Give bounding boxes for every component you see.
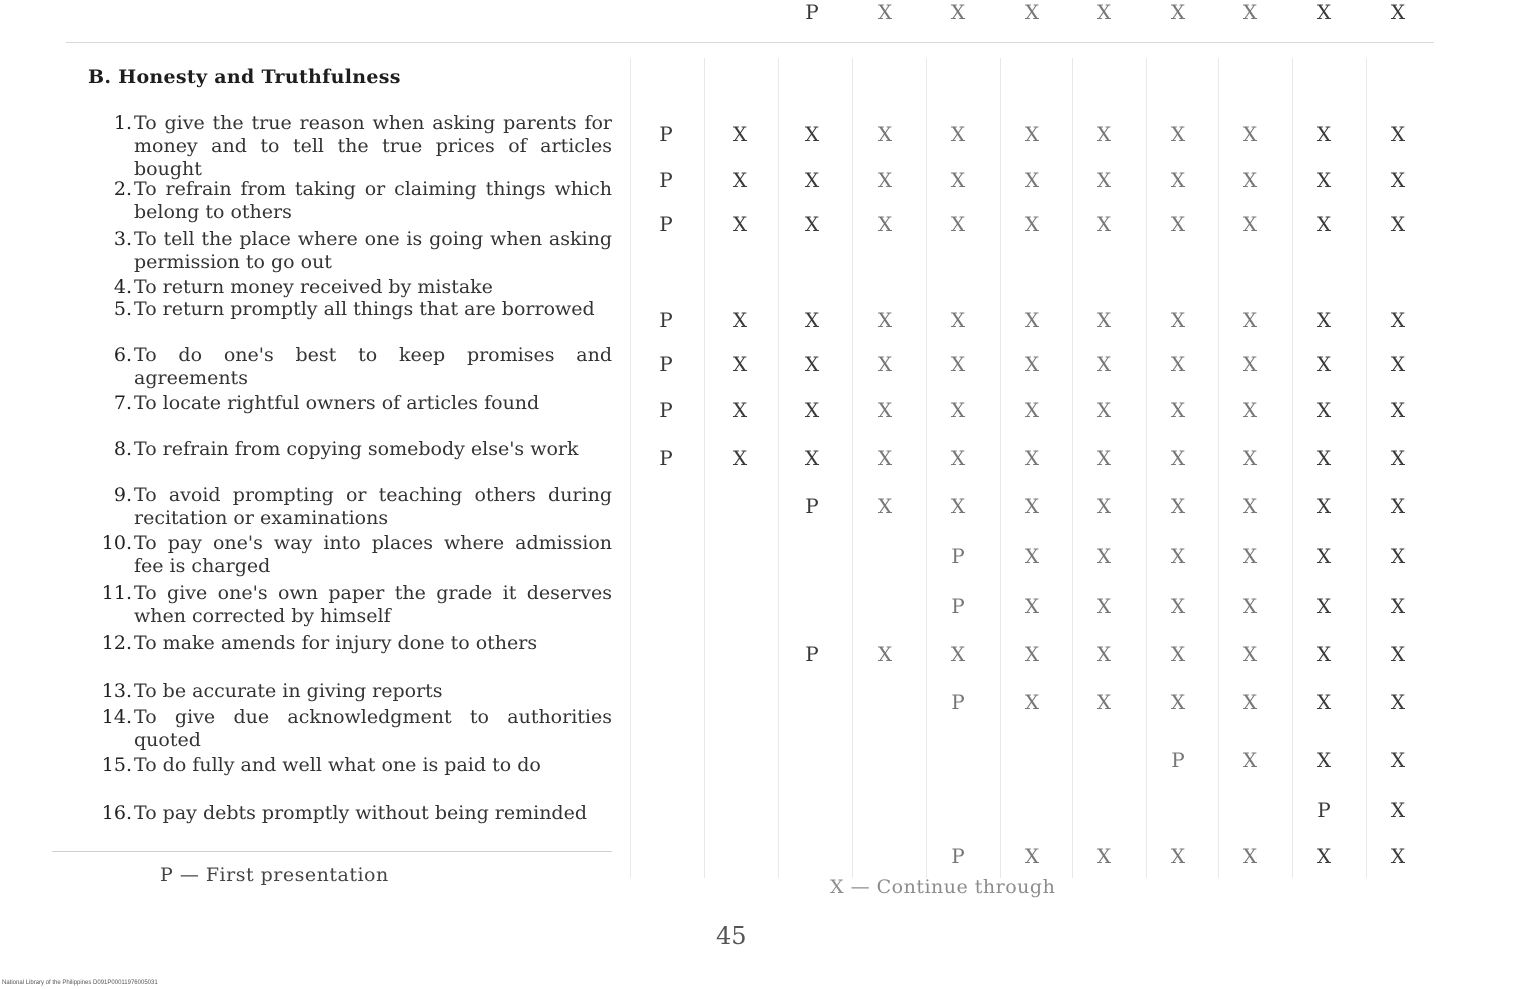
column-rule: [1000, 58, 1001, 878]
mark-continue: X: [732, 212, 748, 236]
objective-number: 10.: [101, 532, 132, 554]
mark-continue: X: [1170, 446, 1186, 470]
mark-continue: X: [877, 122, 893, 146]
mark-continue: X: [732, 446, 748, 470]
mark-continue: X: [1024, 308, 1040, 332]
objective-number: 3.: [113, 228, 132, 250]
mark-continue: X: [1390, 494, 1406, 518]
objective-number: 14.: [101, 706, 132, 728]
mark-continue: X: [1170, 398, 1186, 422]
mark-continue: X: [1024, 0, 1040, 24]
objective-text: To give one's own paper the grade it deserves when corrected by himself: [134, 582, 612, 627]
mark-continue: X: [1024, 544, 1040, 568]
mark-continue: X: [1316, 398, 1332, 422]
objective-number: 5.: [113, 298, 132, 320]
mark-continue: X: [1024, 398, 1040, 422]
mark-continue: X: [1316, 748, 1332, 772]
mark-continue: X: [1242, 308, 1258, 332]
objective-text: To refrain from taking or claiming things which belong to others: [134, 178, 612, 223]
mark-continue: X: [1316, 446, 1332, 470]
mark-continue: X: [732, 308, 748, 332]
mark-continue: X: [1096, 0, 1112, 24]
mark-continue: X: [1390, 544, 1406, 568]
mark-continue: X: [1242, 844, 1258, 868]
mark-continue: X: [1242, 168, 1258, 192]
mark-continue: X: [1024, 212, 1040, 236]
column-rule: [1146, 58, 1147, 878]
mark-continue: X: [1024, 690, 1040, 714]
mark-continue: X: [950, 212, 966, 236]
mark-continue: X: [1024, 446, 1040, 470]
mark-continue: X: [950, 352, 966, 376]
mark-continue: X: [1316, 690, 1332, 714]
mark-continue: X: [1316, 642, 1332, 666]
mark-continue: X: [1316, 494, 1332, 518]
mark-continue: X: [1170, 352, 1186, 376]
mark-continue: X: [1390, 212, 1406, 236]
objective-text: To pay one's way into places where admission fee is charged: [134, 532, 612, 577]
mark-first-presentation: P: [805, 0, 819, 24]
mark-continue: X: [1316, 594, 1332, 618]
mark-continue: X: [804, 308, 820, 332]
mark-continue: X: [1390, 0, 1406, 24]
mark-continue: X: [877, 494, 893, 518]
objective-text: To return money received by mistake: [134, 276, 493, 298]
section-title: B. Honesty and Truthfulness: [88, 66, 401, 88]
mark-continue: X: [950, 642, 966, 666]
mark-first-presentation: P: [951, 594, 965, 618]
mark-continue: X: [1390, 398, 1406, 422]
objective-number: 4.: [113, 276, 132, 298]
mark-continue: X: [804, 352, 820, 376]
mark-first-presentation: P: [659, 352, 673, 376]
objective-number: 15.: [101, 754, 132, 776]
mark-continue: X: [1390, 642, 1406, 666]
mark-first-presentation: P: [659, 308, 673, 332]
mark-continue: X: [1096, 398, 1112, 422]
top-rule: [66, 42, 1434, 43]
mark-continue: X: [732, 352, 748, 376]
mark-continue: X: [1242, 398, 1258, 422]
objective-text: To refrain from copying somebody else's work: [134, 438, 579, 460]
mark-continue: X: [1024, 642, 1040, 666]
mark-continue: X: [1242, 446, 1258, 470]
mark-continue: X: [1096, 690, 1112, 714]
mark-continue: X: [1096, 308, 1112, 332]
objective-number: 2.: [113, 178, 132, 200]
mark-first-presentation: P: [951, 544, 965, 568]
mark-first-presentation: P: [1317, 798, 1331, 822]
mark-continue: X: [1242, 0, 1258, 24]
mark-continue: X: [1390, 690, 1406, 714]
bottom-rule: [52, 851, 612, 852]
mark-continue: X: [1024, 594, 1040, 618]
objective-text: To avoid prompting or teaching others during recitation or examinations: [134, 484, 612, 529]
mark-first-presentation: P: [1171, 748, 1185, 772]
objective-number: 12.: [101, 632, 132, 654]
objective-number: 1.: [113, 112, 132, 134]
column-rule: [852, 58, 853, 878]
mark-continue: X: [1170, 494, 1186, 518]
mark-continue: X: [950, 0, 966, 24]
mark-continue: X: [1096, 122, 1112, 146]
objective-text: To do one's best to keep promises and agreements: [134, 344, 612, 389]
mark-continue: X: [877, 352, 893, 376]
mark-continue: X: [1096, 594, 1112, 618]
mark-continue: X: [950, 168, 966, 192]
mark-continue: X: [1170, 308, 1186, 332]
objective-text: To make amends for injury done to others: [134, 632, 538, 654]
mark-continue: X: [732, 168, 748, 192]
mark-continue: X: [1390, 308, 1406, 332]
mark-continue: X: [950, 308, 966, 332]
mark-continue: X: [1390, 594, 1406, 618]
mark-first-presentation: P: [805, 642, 819, 666]
mark-continue: X: [1242, 594, 1258, 618]
column-rule: [1218, 58, 1219, 878]
mark-continue: X: [1170, 212, 1186, 236]
objective-number: 8.: [113, 438, 132, 460]
mark-continue: X: [1390, 168, 1406, 192]
mark-continue: X: [1390, 748, 1406, 772]
mark-continue: X: [1096, 212, 1112, 236]
mark-continue: X: [1170, 544, 1186, 568]
mark-continue: X: [950, 494, 966, 518]
mark-continue: X: [1024, 352, 1040, 376]
mark-continue: X: [1170, 690, 1186, 714]
mark-continue: X: [1316, 212, 1332, 236]
mark-continue: X: [1242, 642, 1258, 666]
column-rule: [1072, 58, 1073, 878]
mark-continue: X: [804, 446, 820, 470]
mark-continue: X: [877, 308, 893, 332]
mark-continue: X: [877, 212, 893, 236]
objective-number: 6.: [113, 344, 132, 366]
mark-continue: X: [877, 446, 893, 470]
mark-continue: X: [1170, 122, 1186, 146]
mark-continue: X: [877, 168, 893, 192]
mark-continue: X: [1170, 594, 1186, 618]
mark-continue: X: [1024, 168, 1040, 192]
mark-continue: X: [1096, 494, 1112, 518]
legend-first-presentation: P — First presentation: [160, 864, 389, 886]
mark-first-presentation: P: [805, 494, 819, 518]
mark-continue: X: [1242, 748, 1258, 772]
objective-text: To return promptly all things that are borrowed: [134, 298, 595, 320]
objective-text: To locate rightful owners of articles found: [134, 392, 540, 414]
mark-continue: X: [1024, 494, 1040, 518]
mark-continue: X: [1316, 844, 1332, 868]
mark-continue: X: [804, 168, 820, 192]
mark-continue: X: [950, 122, 966, 146]
mark-continue: X: [1316, 168, 1332, 192]
objective-text: To do fully and well what one is paid to do: [134, 754, 541, 776]
mark-continue: X: [1096, 168, 1112, 192]
mark-continue: X: [1242, 352, 1258, 376]
mark-continue: X: [1242, 122, 1258, 146]
objective-text: To pay debts promptly without being reminded: [134, 802, 587, 824]
mark-continue: X: [1096, 844, 1112, 868]
column-rule: [704, 58, 705, 878]
mark-continue: X: [1170, 168, 1186, 192]
mark-continue: X: [1242, 212, 1258, 236]
mark-continue: X: [1390, 122, 1406, 146]
mark-continue: X: [1096, 446, 1112, 470]
mark-continue: X: [1316, 0, 1332, 24]
mark-continue: X: [1170, 844, 1186, 868]
column-rule: [926, 58, 927, 878]
column-rule: [630, 58, 631, 878]
mark-continue: X: [1242, 544, 1258, 568]
page-number: 45: [716, 922, 747, 950]
objective-number: 7.: [113, 392, 132, 414]
mark-continue: X: [877, 398, 893, 422]
objective-text: To give the true reason when asking parents for money and to tell the true prices of articles bought: [134, 112, 612, 180]
column-rule: [1292, 58, 1293, 878]
objective-number: 9.: [113, 484, 132, 506]
objective-number: 13.: [101, 680, 132, 702]
mark-continue: X: [1170, 0, 1186, 24]
objective-text: To be accurate in giving reports: [134, 680, 443, 702]
mark-continue: X: [1024, 844, 1040, 868]
mark-first-presentation: P: [659, 446, 673, 470]
footer-credit: National Library of the Philippines D091P00011976005031: [2, 980, 158, 986]
mark-continue: X: [1096, 642, 1112, 666]
objective-text: To tell the place where one is going when asking permission to go out: [134, 228, 612, 273]
mark-continue: X: [1096, 352, 1112, 376]
mark-continue: X: [1390, 352, 1406, 376]
mark-continue: X: [732, 122, 748, 146]
mark-continue: X: [1316, 544, 1332, 568]
objective-text: To give due acknowledgment to authorities quoted: [134, 706, 612, 751]
mark-continue: X: [1390, 446, 1406, 470]
mark-first-presentation: P: [659, 122, 673, 146]
mark-first-presentation: P: [951, 690, 965, 714]
mark-continue: X: [1390, 844, 1406, 868]
mark-continue: X: [1170, 642, 1186, 666]
mark-continue: X: [804, 398, 820, 422]
mark-first-presentation: P: [951, 844, 965, 868]
mark-continue: X: [804, 212, 820, 236]
mark-continue: X: [1242, 494, 1258, 518]
legend-continue-through: X — Continue through: [830, 876, 1056, 898]
mark-continue: X: [950, 398, 966, 422]
column-rule: [1366, 58, 1367, 878]
mark-continue: X: [1316, 122, 1332, 146]
mark-continue: X: [1316, 352, 1332, 376]
mark-continue: X: [732, 398, 748, 422]
mark-continue: X: [877, 0, 893, 24]
mark-continue: X: [1242, 690, 1258, 714]
mark-continue: X: [1390, 798, 1406, 822]
mark-first-presentation: P: [659, 168, 673, 192]
objective-number: 16.: [101, 802, 132, 824]
objective-number: 11.: [101, 582, 132, 604]
mark-continue: X: [1096, 544, 1112, 568]
mark-continue: X: [950, 446, 966, 470]
mark-continue: X: [1316, 308, 1332, 332]
mark-continue: X: [1024, 122, 1040, 146]
mark-continue: X: [877, 642, 893, 666]
mark-continue: X: [804, 122, 820, 146]
mark-first-presentation: P: [659, 212, 673, 236]
mark-first-presentation: P: [659, 398, 673, 422]
column-rule: [778, 58, 779, 878]
